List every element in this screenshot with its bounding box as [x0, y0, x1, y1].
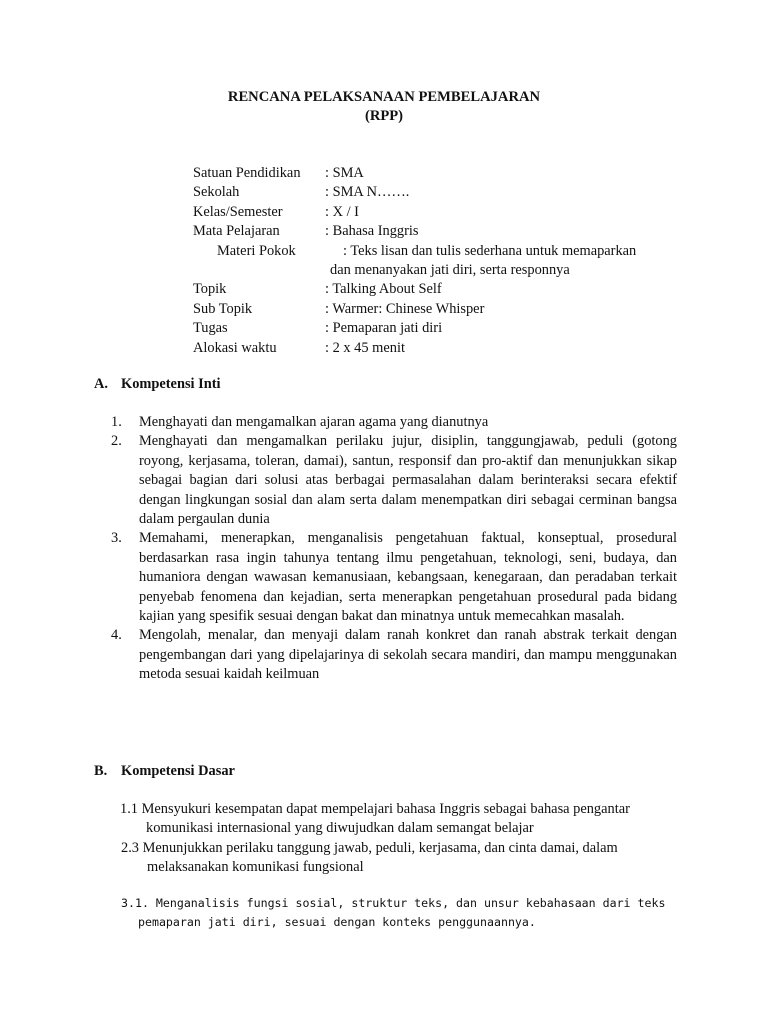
identity-row	[193, 242, 693, 261]
identity-label: Sub Topik	[193, 300, 253, 317]
identity-value: : 2 x 45 menit	[325, 339, 405, 356]
identity-label: Materi Pokok	[217, 242, 296, 259]
section-title: Kompetensi Dasar	[121, 763, 235, 779]
identity-value: : X / I	[325, 203, 359, 220]
list-text: Menghayati dan mengamalkan ajaran agama yang dianutnya	[139, 414, 489, 430]
identity-value: : Pemaparan jati diri	[325, 320, 443, 337]
list-number: 3.	[111, 530, 122, 547]
list-number: 2.	[111, 433, 122, 450]
identity-value: : Bahasa Inggris	[325, 223, 419, 240]
identity-value: : Teks lisan dan tulis sederhana untuk memaparkan	[343, 242, 637, 259]
identity-row	[193, 164, 693, 183]
identity-label: Satuan Pendidikan	[193, 165, 301, 181]
section-heading-kompetensi-inti	[94, 375, 221, 394]
identity-value: : SMA	[325, 165, 364, 181]
kd-line: melaksanakan komunikasi fungsional	[147, 859, 364, 876]
kompetensi-inti-list	[111, 413, 677, 685]
section-letter: B.	[94, 763, 108, 779]
list-number: 4.	[111, 627, 122, 644]
kd-line: komunikasi internasional yang diwujudkan dalam semangat belajar	[146, 820, 534, 837]
list-number: 1.	[111, 414, 122, 430]
identity-table	[193, 164, 693, 358]
kompetensi-dasar-item	[121, 839, 618, 878]
identity-value: : Talking About Self	[325, 281, 442, 298]
identity-value: : Warmer: Chinese Whisper	[325, 300, 485, 317]
section-heading-kompetensi-dasar	[94, 762, 235, 781]
identity-row	[193, 183, 693, 202]
identity-row	[193, 203, 693, 222]
identity-label: Tugas	[193, 320, 228, 337]
list-text: Memahami, menerapkan, menganalisis pengetahuan faktual, konseptual, prosedural berdasarkan rasa ingin tahunya tentang ilmu pengetahuan, teknologi, seni, budaya, dan humaniora dengan wawasan kemanusiaan, kebangsaan, kenegaraan, dan peradaban terkait penyebab fenomena dan kejadian, serta menerapkan pengetahuan prosedural pada bidang kajian yang spesifik sesuai dengan bakat dan minatnya untuk memecahkan masalah.	[139, 530, 677, 625]
identity-row	[193, 339, 693, 358]
kompetensi-dasar-item	[121, 894, 665, 933]
identity-row	[193, 300, 693, 319]
list-text: Mengolah, menalar, dan menyaji dalam ranah konkret dan ranah abstrak terkait dengan pengembangan dari yang dipelajarinya di sekolah secara mandiri, dan mampu menggunakan metoda sesuai kaidah keilmuan	[139, 627, 677, 683]
identity-value: dan menanyakan jati diri, serta responnya	[330, 261, 570, 278]
identity-label: Topik	[193, 281, 227, 298]
section-letter: A.	[94, 376, 108, 392]
kd-line: 1.1 Mensyukuri kesempatan dapat mempelajari bahasa Inggris sebagai bahasa pengantar	[120, 801, 630, 817]
list-item	[111, 529, 677, 626]
kd-line: 2.3 Menunjukkan perilaku tanggung jawab, peduli, kerjasama, dan cinta damai, dalam	[121, 840, 618, 856]
section-title: Kompetensi Inti	[121, 376, 221, 392]
list-item	[111, 413, 677, 432]
kompetensi-dasar-item	[120, 800, 630, 839]
identity-row	[193, 280, 693, 299]
document-subtitle: (RPP)	[364, 108, 404, 124]
identity-row	[193, 261, 693, 280]
identity-label: Alokasi waktu	[193, 339, 277, 356]
identity-label: Sekolah	[193, 184, 240, 201]
identity-row	[193, 319, 693, 338]
identity-label: Mata Pelajaran	[193, 223, 280, 240]
identity-label: Kelas/Semester	[193, 203, 283, 220]
identity-value: : SMA N…….	[325, 184, 410, 201]
list-item	[111, 432, 677, 529]
identity-row	[193, 222, 693, 241]
kd-line: 3.1. Menganalisis fungsi sosial, struktur teks, dan unsur kebahasaan dari teks	[121, 896, 666, 910]
list-text: Menghayati dan mengamalkan perilaku jujur, disiplin, tanggungjawab, peduli (gotong royong, kerjasama, toleran, damai), santun, responsif dan pro-aktif dan menunjukkan sikap sebagai bagian dari solusi atas berbagai permasalahan dalam berinteraksi secara efektif dengan lingkungan sosial dan alam serta dalam menempatkan diri sebagai cerminan bangsa dalam pergaulan dunia	[139, 433, 677, 528]
kd-line: pemaparan jati diri, sesuai dengan konteks penggunaannya.	[138, 915, 536, 930]
list-item	[111, 626, 677, 684]
document-title: RENCANA PELAKSANAAN PEMBELAJARAN	[227, 89, 541, 105]
